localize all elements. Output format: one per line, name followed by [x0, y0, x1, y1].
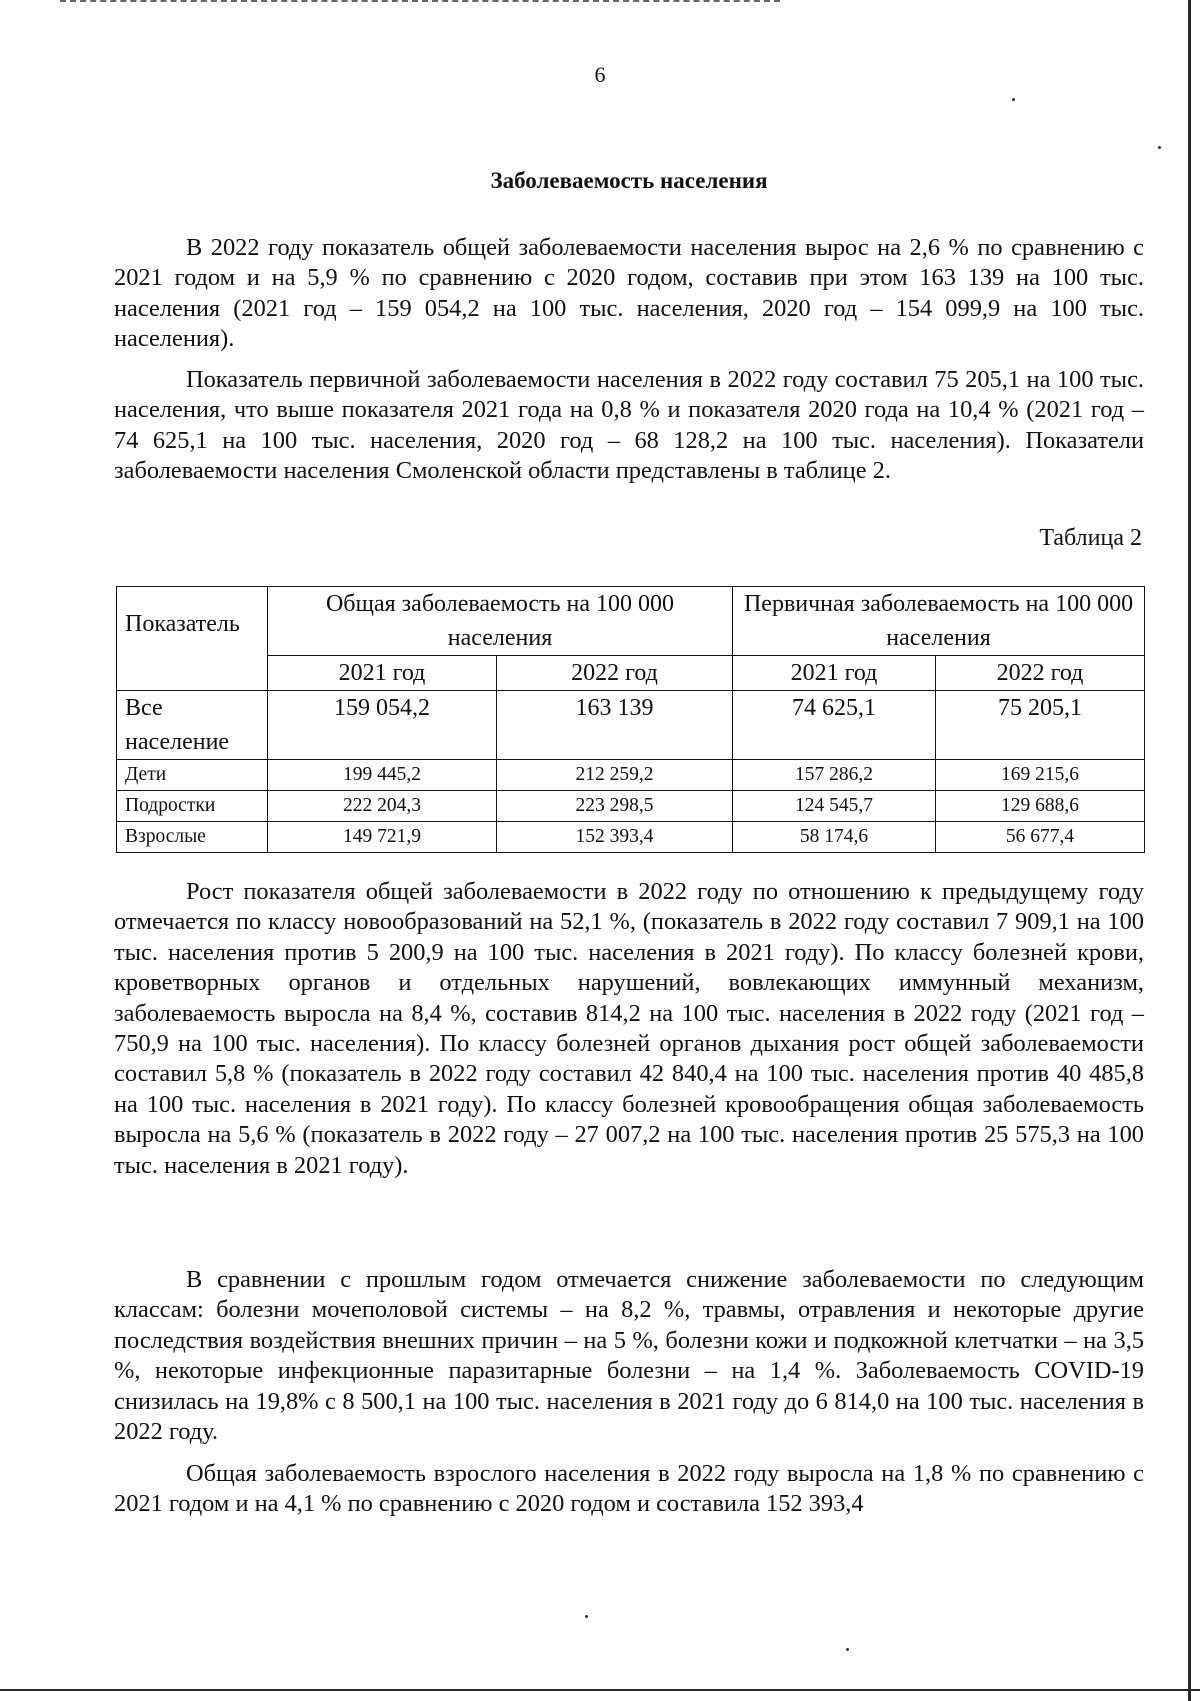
paragraph-growth-by-class: Рост показателя общей заболеваемости в 2022 году по отношению к предыдущему году отмечается по классу новообразований на 52,1 %, (показатель в 2022 году составил 7 909,1 на 100 тыс. населения против 5 200,9 на 100 тыс. населения в 2021 году). По классу болезней крови, кроветворных органов и отдельных нарушений, вовлекающих иммунный механизм, заболеваемость выросла на 8,4 %, составив 814,2 на 100 тыс. населения в 2022 году (2021 год – 750,9 на 100 тыс. населения). По классу болезней органов дыхания рост общей заболеваемости составил 5,8 % (показатель в 2022 году составил 42 840,4 на 100 тыс. населения против 40 485,8 на 100 тыс. населения в 2021 году). По классу болезней кровообращения общая заболеваемость выросла на 5,6 % (показатель в 2022 году – 27 007,2 на 100 тыс. населения против 25 575,3 на 100 тыс. населения в 2021 году).: [114, 878, 1144, 1179]
scan-speck: [846, 1648, 849, 1651]
table-header-row: [117, 587, 1145, 656]
table-row: [117, 760, 1145, 791]
scan-edge-artifact: [60, 0, 780, 6]
morbidity-table: [116, 586, 1145, 853]
scan-speck: [1158, 146, 1161, 149]
page-number: 6: [594, 62, 606, 87]
table-caption: Таблица 2: [1039, 525, 1142, 551]
cell-value: 56 677,4: [936, 822, 1145, 853]
paragraph-decline-by-class: В сравнении с прошлым годом отмечается снижение заболеваемости по следующим классам: болезни мочеполовой системы – на 8,2 %, травмы, отравления и некоторые другие последствия воздействия внешних причин – на 5 %, болезни кожи и подкожной клетчатки – на 3,5 %, некоторые инфекционные паразитарные болезни – на 1,4 %. Заболеваемость COVID-19 снизилась на 19,8% с 8 500,1 на 100 тыс. населения в 2021 году до 6 814,0 на 100 тыс. населения в 2022 году.: [114, 1266, 1144, 1446]
table-row: [117, 791, 1145, 822]
cell-value: 163 139: [497, 691, 733, 760]
cell-value: 223 298,5: [497, 791, 733, 822]
cell-value: 199 445,2: [268, 760, 497, 791]
header-year: 2021 год: [268, 656, 497, 691]
cell-value: 152 393,4: [497, 822, 733, 853]
header-year: 2022 год: [497, 656, 733, 691]
table-year-row: [117, 656, 1145, 691]
scan-speck: [1012, 98, 1015, 101]
row-label: Все население: [117, 691, 268, 760]
cell-value: 157 286,2: [733, 760, 936, 791]
row-label: Дети: [117, 760, 268, 791]
table-row: [117, 822, 1145, 853]
row-label: Взрослые: [117, 822, 268, 853]
paragraph-general-morbidity: В 2022 году показатель общей заболеваемости населения вырос на 2,6 % по сравнению с 2021 годом и на 5,9 % по сравнению с 2020 годом, составив при этом 163 139 на 100 тыс. населения (2021 год – 159 054,2 на 100 тыс. населения, 2020 год – 154 099,9 на 100 тыс. населения).: [114, 234, 1144, 353]
cell-value: 169 215,6: [936, 760, 1145, 791]
cell-value: 75 205,1: [936, 691, 1145, 760]
paragraph-primary-morbidity: Показатель первичной заболеваемости населения в 2022 году составил 75 205,1 на 100 тыс. населения, что выше показателя 2021 года на 0,8 % и показателя 2020 года на 10,4 % (2021 год – 74 625,1 на 100 тыс. населения, 2020 год – 68 128,2 на 100 тыс. населения). Показатели заболеваемости населения Смоленской области представлены в таблице 2.: [114, 366, 1144, 485]
row-label: Подростки: [117, 791, 268, 822]
header-year: 2022 год: [936, 656, 1145, 691]
cell-value: 58 174,6: [733, 822, 936, 853]
header-indicator: Показатель: [117, 587, 268, 691]
section-title: Заболеваемость населения: [490, 168, 768, 193]
paragraph-adult-morbidity: Общая заболеваемость взрослого населения в 2022 году выросла на 1,8 % по сравнению с 2021 годом и на 4,1 % по сравнению с 2020 годом и составила 152 393,4: [114, 1460, 1144, 1518]
cell-value: 222 204,3: [268, 791, 497, 822]
scan-border-bottom: [0, 1689, 1200, 1691]
cell-value: 159 054,2: [268, 691, 497, 760]
header-general-morbidity: Общая заболеваемость на 100 000 населения: [268, 587, 733, 656]
header-year: 2021 год: [733, 656, 936, 691]
scan-speck: [585, 1615, 588, 1618]
cell-value: 149 721,9: [268, 822, 497, 853]
cell-value: 129 688,6: [936, 791, 1145, 822]
scan-border-right: [1188, 0, 1191, 1701]
cell-value: 212 259,2: [497, 760, 733, 791]
cell-value: 124 545,7: [733, 791, 936, 822]
cell-value: 74 625,1: [733, 691, 936, 760]
header-primary-morbidity: Первичная заболеваемость на 100 000 населения: [733, 587, 1145, 656]
table-row: [117, 691, 1145, 760]
